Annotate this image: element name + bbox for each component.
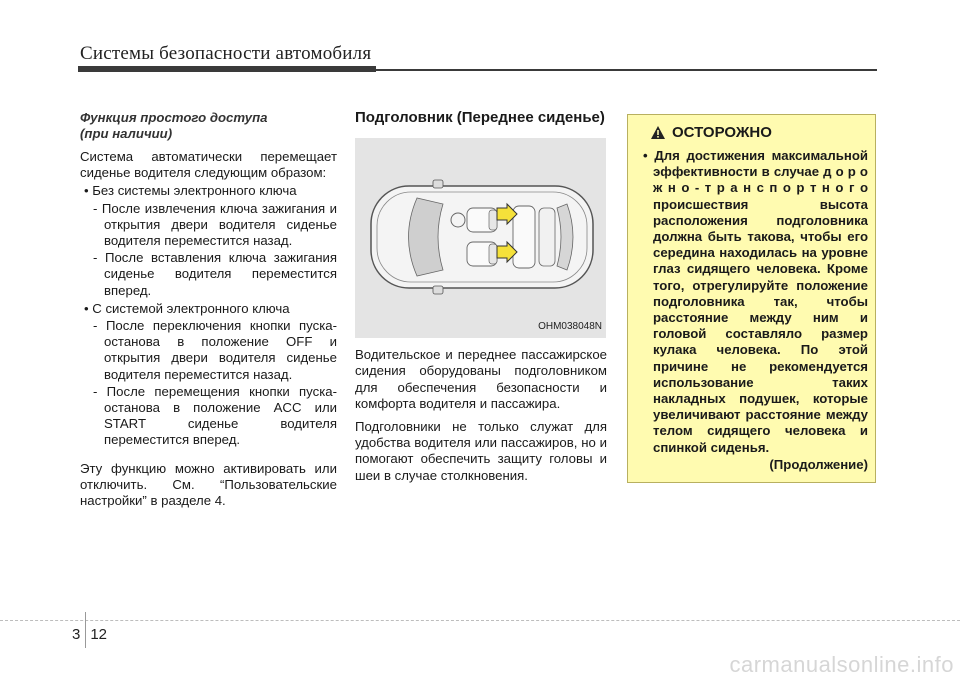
warning-triangle-icon bbox=[650, 125, 666, 140]
bullet-smart-key: • С системой электронного ключа bbox=[84, 300, 290, 316]
header-rule-thick bbox=[78, 66, 376, 72]
page-index: 12 bbox=[90, 626, 108, 643]
continued-label: (Продолжение) bbox=[769, 456, 868, 472]
header-rule-thin bbox=[376, 69, 877, 71]
footer-dashed-rule bbox=[0, 620, 960, 621]
car-top-view-illustration bbox=[355, 138, 606, 338]
intro-paragraph: Система автоматически перемещает сиденье водителя следующим образом: bbox=[80, 149, 337, 181]
smart-entry-heading: Функция простого доступа bbox=[80, 110, 268, 125]
page-number bbox=[72, 626, 107, 643]
headrest-paragraph-2: Подголовники не только служат для удобства водителя или пассажиров, но и помогают обеспечить защиту головы и шеи в случае столкновения. bbox=[355, 419, 607, 483]
figure-code: OHM038048N bbox=[538, 321, 602, 332]
bullet-no-smart-key: • Без системы электронного ключа bbox=[84, 183, 297, 199]
warning-body bbox=[640, 148, 868, 473]
warning-header bbox=[650, 124, 772, 141]
list-item: - После переключения кнопки пуска-останова в положение OFF и открытия двери водителя сиденье водителя переместится назад. bbox=[93, 318, 337, 382]
smart-entry-heading-note: (при наличии) bbox=[80, 126, 173, 141]
car-top-view-figure bbox=[355, 138, 606, 338]
section-number: 3 bbox=[72, 626, 81, 643]
watermark-text: carmanualsonline.info bbox=[729, 652, 954, 677]
warning-text: • Для достижения максимальной эффективности в случае д о р о ж н о - т р а н с п о р т н о г о происшествия высота расположения подголовника должна быть такова, чтобы его середина находилась на уровне глаз сидящего человека. Кроме того, отрегулируйте положение подголовника так, чтобы расстояние между ним и головой составляло размер кулака человека. По этой причине не рекомендуется использование таких накладных подушек, которые увеличивают расстояние между телом сидящего человека и спинкой сиденья. bbox=[643, 148, 868, 455]
middle-column bbox=[355, 110, 607, 484]
warning-box bbox=[627, 114, 876, 483]
left-column bbox=[80, 110, 337, 509]
list-item: - После вставления ключа зажигания сиденье водителя переместится вперед. bbox=[93, 250, 337, 298]
outro-paragraph: Эту функцию можно активировать или отключить. См. “Пользовательские настройки” в разделе 4. bbox=[80, 460, 337, 509]
warning-title: ОСТОРОЖНО bbox=[672, 124, 772, 141]
headrest-section-title: Подголовник (Переднее сиденье) bbox=[355, 109, 605, 126]
list-item: - После извлечения ключа зажигания и открытия двери водителя сиденье водителя переместится назад. bbox=[93, 200, 337, 249]
page-header-title: Системы безопасности автомобиля bbox=[80, 43, 372, 64]
headrest-paragraph-1: Водительское и переднее пассажирское сидения оборудованы подголовником для обеспечения безопасности и комфорта водителя и пассажира. bbox=[355, 347, 607, 411]
list-item: - После перемещения кнопки пуска-останова в положение ACC или START сиденье водителя переместится вперед. bbox=[93, 383, 337, 448]
